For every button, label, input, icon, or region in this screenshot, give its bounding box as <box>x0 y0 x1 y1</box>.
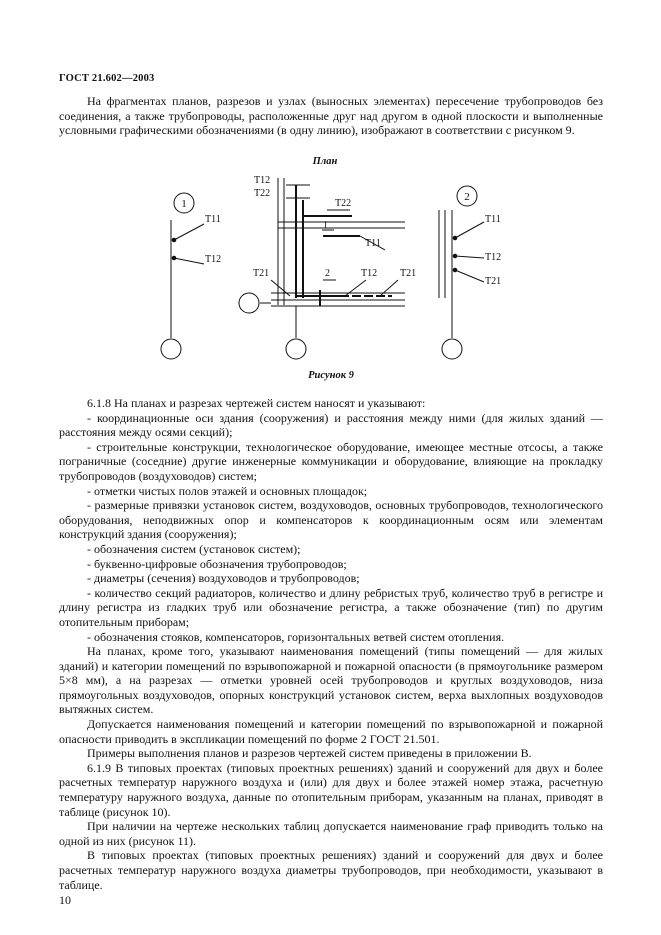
section-6-1-8-lead: 6.1.8 На планах и разрезах чертежей систем наносят и указывают: <box>87 396 426 410</box>
right-bottom-circle <box>442 339 462 359</box>
axis-b-circle <box>286 339 306 359</box>
center-label-t11: Т11 <box>365 238 381 249</box>
list-item: - координационные оси здания (сооружения) и расстояния между ними (для жилых зданий — расстояния между осями секций); <box>59 410 603 440</box>
examples-paragraph: Примеры выполнения планов и разрезов чертежей систем приведены в приложении В. <box>87 746 532 761</box>
figure-caption: Рисунок 9 <box>308 370 354 381</box>
center-label-1: 1 <box>323 220 328 231</box>
center-label-t21-left: Т21 <box>253 268 270 279</box>
center-label-t21-right: Т21 <box>400 268 417 279</box>
leader-t21-right <box>380 280 398 296</box>
intro-text: На фрагментах планов, разрезов и узлах (выносных элементах) пересечение трубопроводов без соединения, а также трубопроводы, расположенные друг над другом в одной плоскости и выполненные условными графическими обозначениями (в одну линию), изображают в соответствии с рисунком 9. <box>59 94 603 138</box>
right-label-t12: Т12 <box>485 252 502 263</box>
list-item: - размерные привязки установок систем, воздуховодов, основных трубопроводов, технологического оборудования, неподвижных опор и компенсаторов к координационным осям или элементам конструкций здания (сооружения); <box>59 498 603 542</box>
center-label-t12-bottom: Т12 <box>361 268 378 279</box>
leader-t21-left <box>271 280 290 296</box>
document-code-header: ГОСТ 21.602—2003 <box>59 73 155 84</box>
section-6-1-9-p2: При наличии на чертеже нескольких таблиц допускается наименование граф приводить только на одной из них (рисунок 11). <box>59 819 603 848</box>
right-fragment <box>439 186 501 359</box>
center-label-2: 2 <box>325 268 330 279</box>
figure-9 <box>0 150 661 385</box>
list-item: - строительные конструкции, технологическое оборудование, имеющее местные отсосы, а также пограничные (соседние) другие инженерные коммуникации и оборудование, влияющие на прокладку трубопроводов (воздуховодов) систем; <box>59 439 603 483</box>
center-label-t22-b: Т22 <box>335 198 352 209</box>
list-item: - обозначения систем (установок систем); <box>87 541 301 556</box>
allowed-paragraph: Допускается наименования помещений и категории помещений по взрывопожарной и пожарной опасности приводить в экспликации помещений по форме 2 ГОСТ 21.501. <box>59 717 603 746</box>
axis-label-1: 1 <box>181 198 187 210</box>
right-leader-t11 <box>455 222 484 238</box>
section-6-1-9-p3: В типовых проектах (типовых проектных решениях) зданий и сооружений для двух и более расчетных температур наружного воздуха диаметры трубопроводов, при необходимости, указывают в таблице. <box>59 848 603 892</box>
left-leader-t12 <box>174 258 204 264</box>
right-label-t21: Т21 <box>485 276 502 287</box>
left-bottom-circle <box>161 339 181 359</box>
right-leader-t12 <box>455 256 484 258</box>
center-label-t12: Т12 <box>254 175 271 186</box>
axis-label-2: 2 <box>464 191 470 203</box>
leader-t12-bottom <box>345 280 366 296</box>
list-item: - отметки чистых полов этажей и основных площадок; <box>87 483 368 498</box>
page-number: 10 <box>59 893 71 907</box>
list-item: - количество секций радиаторов, количество и длину ребристых труб, количество труб в регистре и длину регистра из гладких труб или обозначение регистра, а также обозначение (тип) по другим отопительным приборам; <box>59 585 603 629</box>
list-item: - обозначения стояков, компенсаторов, горизонтальных ветвей систем отопления. <box>87 629 505 644</box>
section-6-1-9-p1: 6.1.9 В типовых проектах (типовых проектных решениях) зданий и сооружений для двух и более расчетных температур наружного воздуха и (или) для двух и более этажей номер этажа, расчетную температуру наружного воздуха, данные по отопительным приборам, указанным на планах, приводят в таблице (рисунок 10). <box>59 760 603 819</box>
intro-paragraph <box>59 94 603 138</box>
rooms-paragraph: На планах, кроме того, указывают наименования помещений (типы помещений — для жилых зданий) и категории помещений по взрывопожарной и пожарной опасности (в прямоугольнике размером 5×8 мм), а на разрезах — отметки уровней осей трубопроводов и круглых воздуховодов, низа прямоугольных воздуховодов, опорных конструкций установок систем, верха выхлопных воздуховодов вытяжных систем. <box>59 644 603 717</box>
right-leader-t21 <box>455 270 484 282</box>
center-fragment <box>239 175 416 359</box>
right-label-t11: Т11 <box>485 214 501 225</box>
section-6-1-8 <box>59 396 603 892</box>
figure-9-drawing <box>0 150 661 385</box>
list-item: - буквенно-цифровые обозначения трубопроводов; <box>87 556 347 571</box>
left-label-t12: Т12 <box>205 254 222 265</box>
figure-title: План <box>312 156 338 167</box>
left-fragment <box>161 193 221 359</box>
left-leader-t11 <box>174 224 204 240</box>
center-label-t22-a: Т22 <box>254 188 271 199</box>
axis-a-circle <box>239 293 259 313</box>
left-label-t11: Т11 <box>205 214 221 225</box>
list-item: - диаметры (сечения) воздуховодов и трубопроводов; <box>87 571 360 586</box>
